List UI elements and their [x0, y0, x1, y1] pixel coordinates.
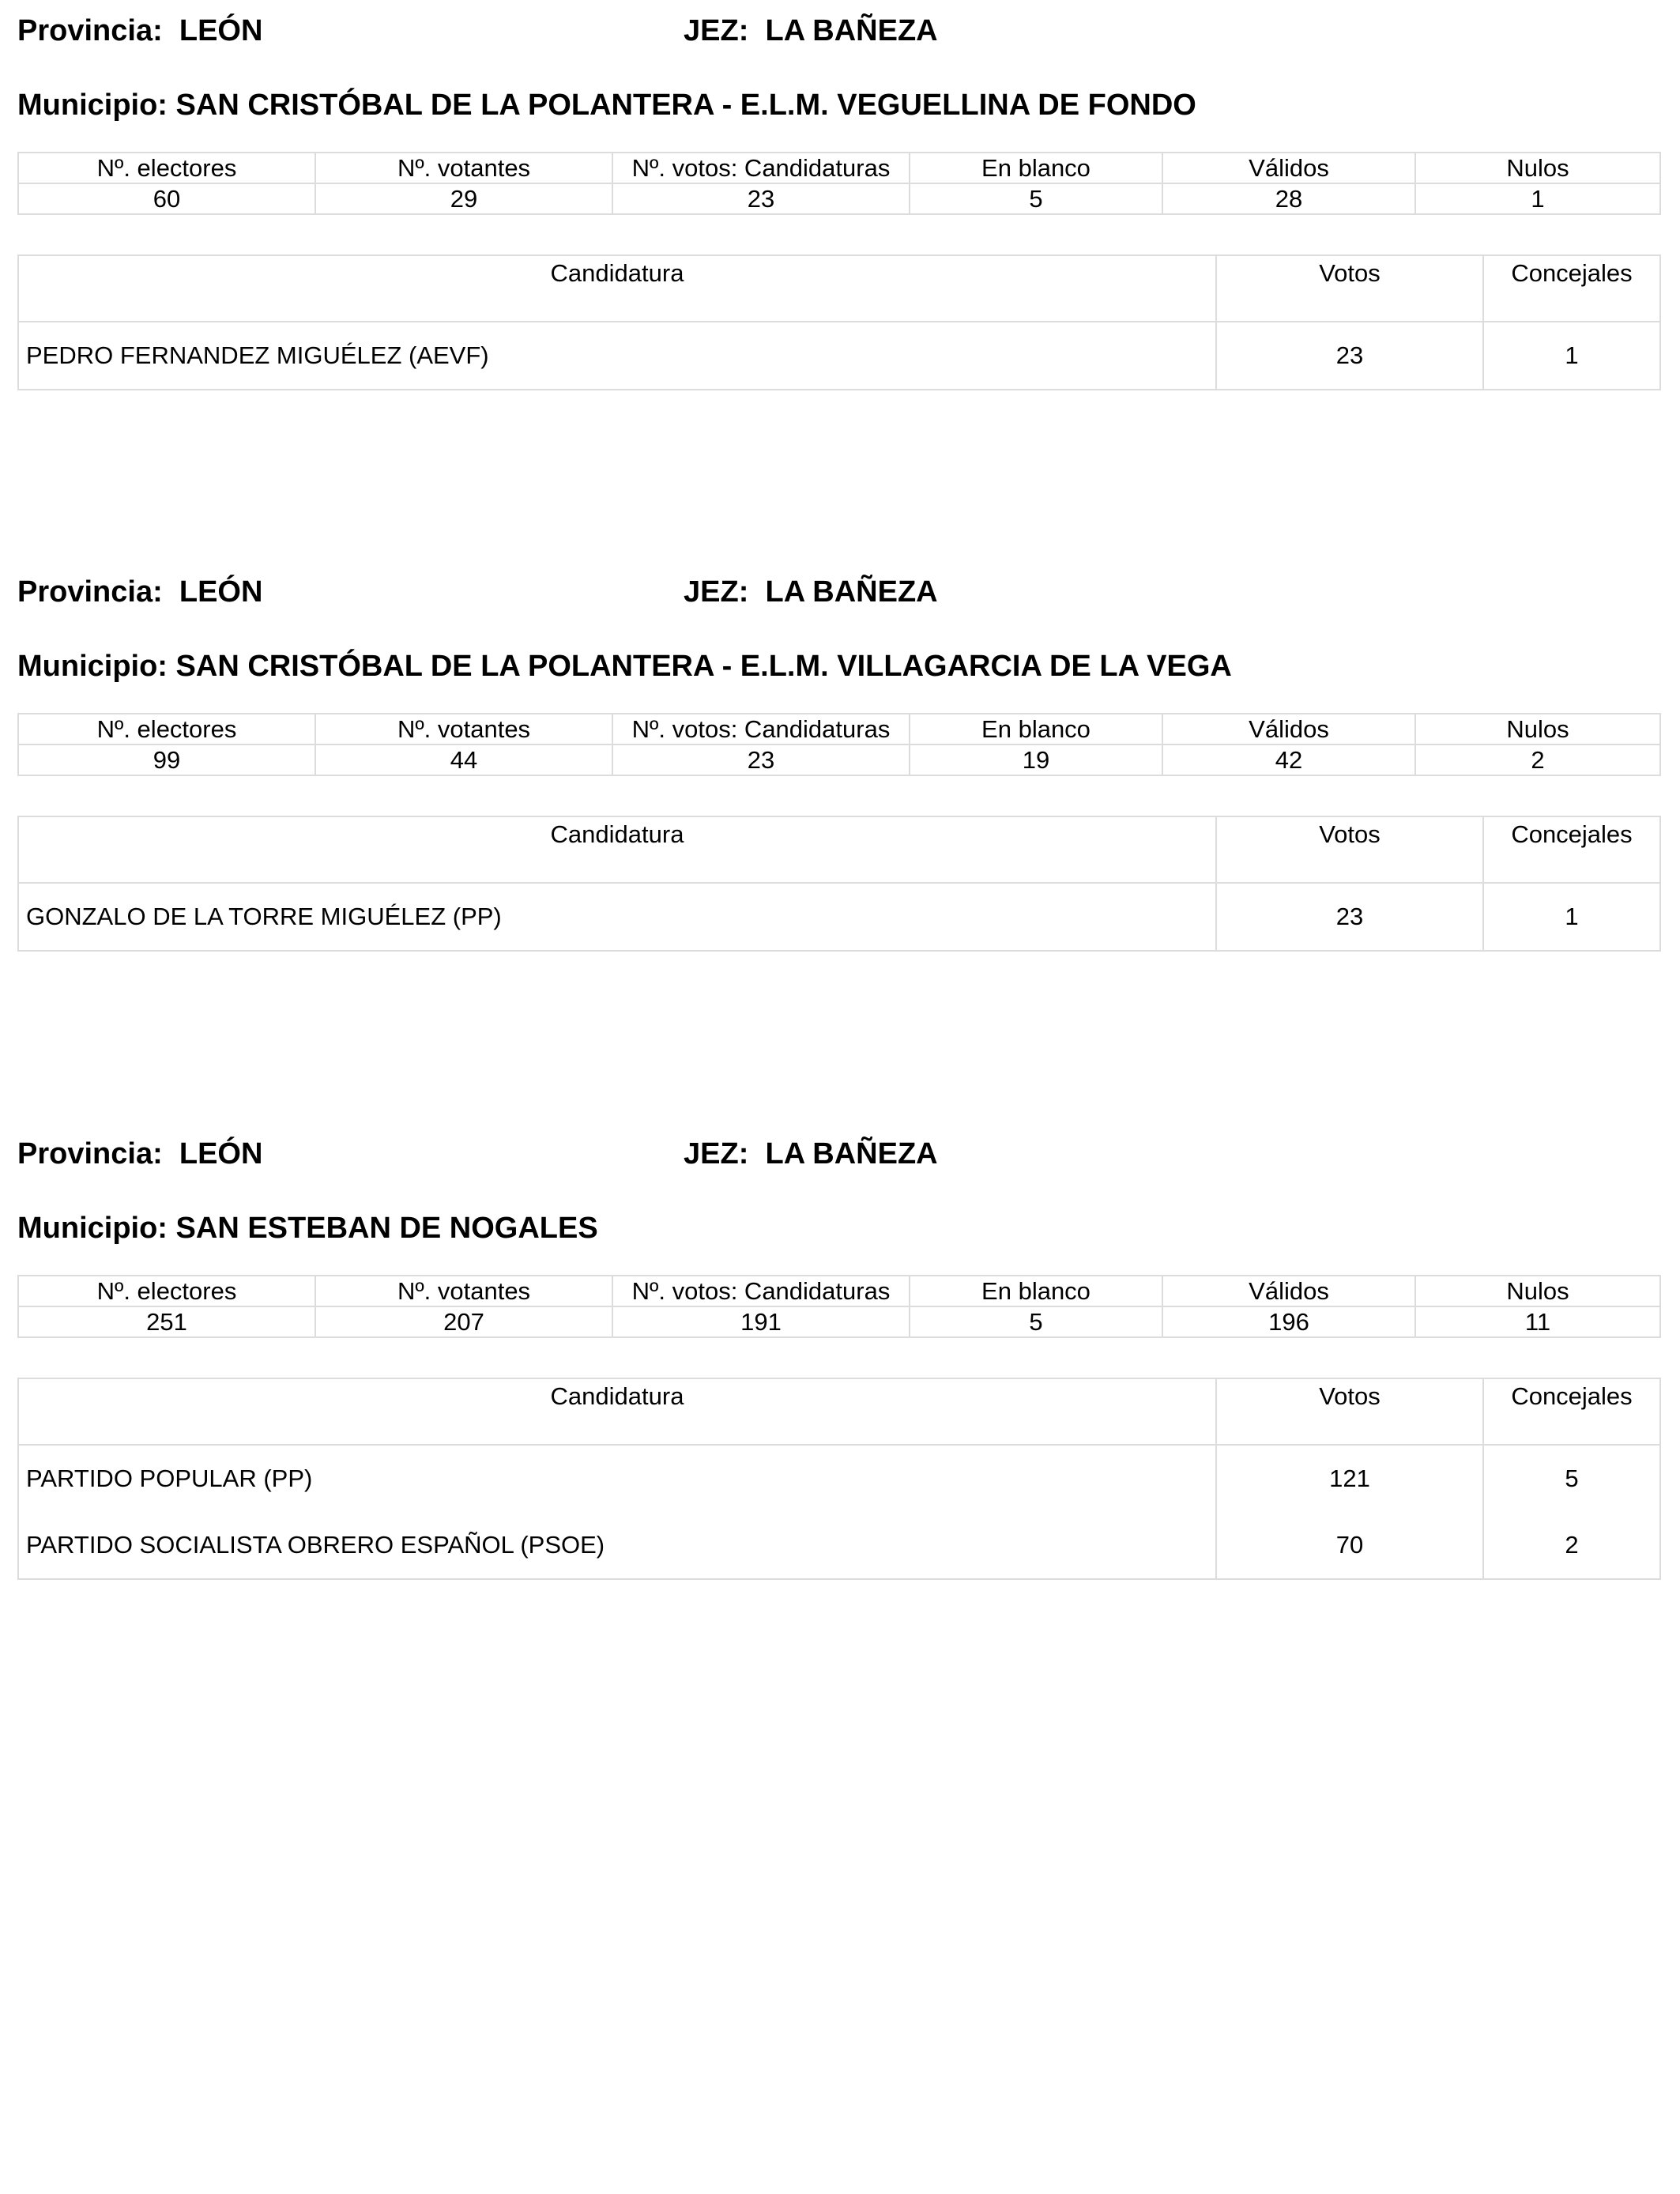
- provincia-label: Provincia:: [17, 1137, 163, 1171]
- section-header: [17, 11, 1659, 51]
- candidate-row: [18, 883, 1660, 951]
- stats-header-cell: Válidos: [1162, 1276, 1415, 1306]
- candidate-name: PEDRO FERNANDEZ MIGUÉLEZ (AEVF): [18, 322, 1216, 390]
- municipio-value: SAN ESTEBAN DE NOGALES: [175, 1212, 598, 1245]
- concejales-header: Concejales: [1483, 255, 1660, 322]
- stats-value-cell: 19: [910, 745, 1162, 775]
- candidates-header-row: [18, 816, 1660, 883]
- stats-value-cell: 23: [612, 745, 910, 775]
- jez-label: JEZ:: [684, 575, 749, 609]
- provincia-line: [17, 11, 262, 51]
- section-header: [17, 572, 1659, 612]
- candidate-row: [18, 1512, 1660, 1579]
- stats-header-cell: Nº. electores: [18, 1276, 315, 1306]
- jez-line: [684, 572, 938, 612]
- candidate-votes: 23: [1216, 322, 1483, 390]
- stats-table: [17, 1275, 1661, 1338]
- stats-value-cell: 1: [1415, 183, 1660, 214]
- provincia-value: LEÓN: [179, 575, 263, 609]
- candidatura-header: Candidatura: [18, 1378, 1216, 1445]
- stats-header-cell: Nulos: [1415, 153, 1660, 183]
- stats-header-cell: En blanco: [910, 714, 1162, 745]
- municipio-value: SAN CRISTÓBAL DE LA POLANTERA - E.L.M. VEGUELLINA DE FONDO: [175, 89, 1196, 122]
- candidatura-header: Candidatura: [18, 255, 1216, 322]
- candidate-votes: 121: [1216, 1445, 1483, 1512]
- stats-value-cell: 251: [18, 1306, 315, 1337]
- jez-line: [684, 1134, 938, 1174]
- stats-header-cell: Válidos: [1162, 714, 1415, 745]
- jez-label: JEZ:: [684, 1137, 749, 1171]
- candidate-concejales: 2: [1483, 1512, 1660, 1579]
- stats-value-cell: 99: [18, 745, 315, 775]
- stats-header-cell: Nº. votos: Candidaturas: [612, 1276, 910, 1306]
- jez-value: LA BAÑEZA: [765, 14, 938, 47]
- stats-value-row: [18, 1306, 1660, 1337]
- stats-value-cell: 207: [315, 1306, 612, 1337]
- municipio-label: Municipio:: [17, 89, 168, 122]
- stats-value-cell: 44: [315, 745, 612, 775]
- jez-value: LA BAÑEZA: [765, 575, 938, 609]
- stats-value-cell: 5: [910, 1306, 1162, 1337]
- section-header: [17, 1134, 1659, 1174]
- stats-header-cell: En blanco: [910, 1276, 1162, 1306]
- municipio-label: Municipio:: [17, 650, 168, 683]
- municipio-label: Municipio:: [17, 1212, 168, 1245]
- municipio-line: [17, 1208, 598, 1248]
- candidate-name: PARTIDO POPULAR (PP): [18, 1445, 1216, 1512]
- stats-header-row: [18, 1276, 1660, 1306]
- jez-value: LA BAÑEZA: [765, 1137, 938, 1171]
- jez-line: [684, 11, 938, 51]
- stats-header-cell: Nº. votantes: [315, 1276, 612, 1306]
- stats-header-cell: En blanco: [910, 153, 1162, 183]
- candidates-table: [17, 1378, 1661, 1580]
- concejales-header: Concejales: [1483, 816, 1660, 883]
- stats-value-cell: 191: [612, 1306, 910, 1337]
- candidate-name: PARTIDO SOCIALISTA OBRERO ESPAÑOL (PSOE): [18, 1512, 1216, 1579]
- stats-value-row: [18, 745, 1660, 775]
- provincia-label: Provincia:: [17, 575, 163, 609]
- stats-value-cell: 29: [315, 183, 612, 214]
- candidate-concejales: 1: [1483, 883, 1660, 951]
- stats-header-cell: Nulos: [1415, 1276, 1660, 1306]
- stats-value-cell: 60: [18, 183, 315, 214]
- stats-header-cell: Nº. electores: [18, 714, 315, 745]
- candidates-table: [17, 816, 1661, 952]
- candidate-votes: 70: [1216, 1512, 1483, 1579]
- municipio-line: [17, 85, 1196, 125]
- stats-header-cell: Nº. votantes: [315, 714, 612, 745]
- stats-header-cell: Nº. votos: Candidaturas: [612, 153, 910, 183]
- votos-header: Votos: [1216, 1378, 1483, 1445]
- stats-header-cell: Válidos: [1162, 153, 1415, 183]
- candidates-header-row: [18, 1378, 1660, 1445]
- stats-table: [17, 152, 1661, 215]
- stats-value-cell: 28: [1162, 183, 1415, 214]
- candidate-row: [18, 1445, 1660, 1512]
- votos-header: Votos: [1216, 255, 1483, 322]
- provincia-value: LEÓN: [179, 1137, 263, 1171]
- municipality-section: [17, 11, 1659, 369]
- stats-value-cell: 42: [1162, 745, 1415, 775]
- stats-header-row: [18, 714, 1660, 745]
- stats-value-cell: 5: [910, 183, 1162, 214]
- jez-label: JEZ:: [684, 14, 749, 47]
- stats-table: [17, 713, 1661, 776]
- candidate-concejales: 5: [1483, 1445, 1660, 1512]
- provincia-label: Provincia:: [17, 14, 163, 47]
- stats-value-row: [18, 183, 1660, 214]
- votos-header: Votos: [1216, 816, 1483, 883]
- stats-value-cell: 11: [1415, 1306, 1660, 1337]
- concejales-header: Concejales: [1483, 1378, 1660, 1445]
- municipality-section: [17, 572, 1659, 930]
- candidates-header-row: [18, 255, 1660, 322]
- candidate-votes: 23: [1216, 883, 1483, 951]
- stats-value-cell: 2: [1415, 745, 1660, 775]
- stats-value-cell: 196: [1162, 1306, 1415, 1337]
- stats-header-cell: Nº. votos: Candidaturas: [612, 714, 910, 745]
- stats-header-cell: Nº. votantes: [315, 153, 612, 183]
- municipio-value: SAN CRISTÓBAL DE LA POLANTERA - E.L.M. VILLAGARCIA DE LA VEGA: [175, 650, 1232, 683]
- candidate-name: GONZALO DE LA TORRE MIGUÉLEZ (PP): [18, 883, 1216, 951]
- municipality-section: [17, 1134, 1659, 1559]
- candidatura-header: Candidatura: [18, 816, 1216, 883]
- candidate-row: [18, 322, 1660, 390]
- municipio-line: [17, 647, 1232, 686]
- stats-header-cell: Nº. electores: [18, 153, 315, 183]
- provincia-line: [17, 1134, 262, 1174]
- stats-value-cell: 23: [612, 183, 910, 214]
- stats-header-cell: Nulos: [1415, 714, 1660, 745]
- provincia-line: [17, 572, 262, 612]
- candidate-concejales: 1: [1483, 322, 1660, 390]
- stats-header-row: [18, 153, 1660, 183]
- candidates-table: [17, 254, 1661, 390]
- provincia-value: LEÓN: [179, 14, 263, 47]
